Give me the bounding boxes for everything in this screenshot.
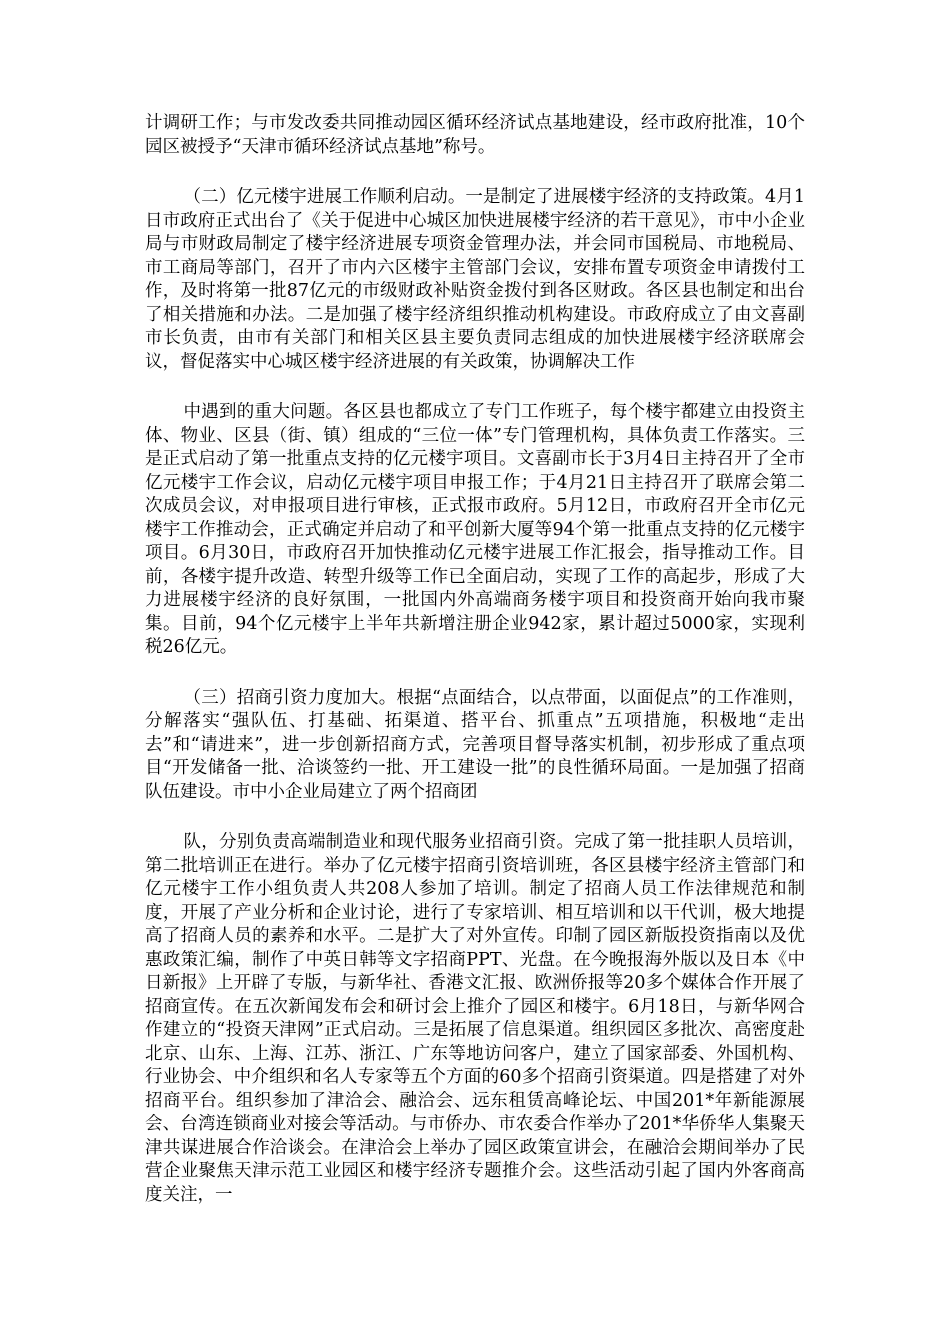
paragraph-section-3-continued: 队，分别负责高端制造业和现代服务业招商引资。完成了第一批挂职人员培训，第二批培训正在进行。举办了亿元楼宇招商引资培训班，各区县楼宇经济主管部门和亿元楼宇工作小组负责人共208人参加了培训。制定了招商人员工作法律规范和制度，开展了产业分析和企业讨论，进行了专家培训、相互培训和以干代训，极大地提高了招商人员的素养和水平。二是扩大了对外宣传。印制了园区新版投资指南以及优惠政策汇编，制作了中英日韩等文字招商PPT、光盘。在今晚报海外版以及日本《中日新报》上开辟了专版，与新华社、香港文汇报、欧洲侨报等20多个媒体合作开展了招商宣传。在五次新闻发布会和研讨会上推介了园区和楼宇。6月18日，与新华网合作建立的“投资天津网”正式启动。三是拓展了信息渠道。组织园区多批次、高密度赴北京、山东、上海、江苏、浙江、广东等地访问客户，建立了国家部委、外国机构、行业协会、中介组织和名人专家等五个方面的60多个招商引资渠道。四是搭建了对外招商平台。组织参加了津洽会、融洽会、远东租赁高峰论坛、中国201*年新能源展会、台湾连锁商业对接会等活动。与市侨办、市农委合作举办了201*华侨华人集聚天津共谋进展合作洽谈会。在津洽会上举办了园区政策宣讲会，在融洽会期间举办了民营企业聚焦天津示范工业园区和楼宇经济专题推介会。这些活动引起了国内外客商高度关注，一 xyxy=(145,832,805,1205)
paragraph-section-2-continued: 中遇到的重大问题。各区县也都成立了专门工作班子，每个楼宇都建立由投资主体、物业、区县（街、镇）组成的“三位一体”专门管理机构，具体负责工作落实。三是正式启动了第一批重点支持的亿元楼宇项目。文喜副市长于3月4日主持召开了全市亿元楼宇工作会议，启动亿元楼宇项目申报工作；于4月21日主持召开了联席会第二次成员会议，对申报项目进行审核，正式报市政府。5月12日，市政府召开全市亿元楼宇工作推动会，正式确定并启动了和平创新大厦等94个第一批重点支持的亿元楼宇项目。6月30日，市政府召开加快推动亿元楼宇进展工作汇报会，指导推动工作。目前，各楼宇提升改造、转型升级等工作已全面启动，实现了工作的高起步，形成了大力进展楼宇经济的良好氛围，一批国内外高端商务楼宇项目和投资商开始向我市聚集。目前，94个亿元楼宇上半年共新增注册企业942家，累计超过5000家，实现利税26亿元。 xyxy=(145,402,805,657)
paragraph-gap xyxy=(145,374,805,401)
paragraph-continuation: 计调研工作；与市发改委共同推动园区循环经济试点基地建设，经市政府批准，10个园区被授予“天津市循环经济试点基地”称号。 xyxy=(145,113,805,157)
paragraph-section-2: （二）亿元楼宇进展工作顺利启动。一是制定了进展楼宇经济的支持政策。4月1日市政府正式出台了《关于促进中心城区加快进展楼宇经济的若干意见》，市中小企业局与市财政局制定了楼宇经济进展专项资金管理办法，并会同市国税局、市地税局、市工商局等部门，召开了市内六区楼宇主管部门会议，安排布置专项资金申请拨付工作，及时将第一批87亿元的市级财政补贴资金拨付到各区财政。各区县也制定和出台了相关措施和办法。二是加强了楼宇经济组织推动机构建设。市政府成立了由文喜副市长负责，由市有关部门和相关区县主要负责同志组成的加快进展楼宇经济联席会议，督促落实中心城区楼宇经济进展的有关政策，协调解决工作 xyxy=(145,187,805,372)
paragraph-gap xyxy=(145,804,805,831)
document-body xyxy=(145,112,805,1207)
paragraph-section-3: （三）招商引资力度加大。根据“点面结合，以点带面，以面促点”的工作准则，分解落实“强队伍、打基础、拓渠道、搭平台、抓重点”五项措施，积极地“走出去”和“请进来”，进一步创新招商方式，完善项目督导落实机制，初步形成了重点项目“开发储备一批、洽谈签约一批、开工建设一批”的良性循环局面。一是加强了招商队伍建设。市中小企业局建立了两个招商团 xyxy=(145,687,805,802)
paragraph-gap xyxy=(145,660,805,687)
